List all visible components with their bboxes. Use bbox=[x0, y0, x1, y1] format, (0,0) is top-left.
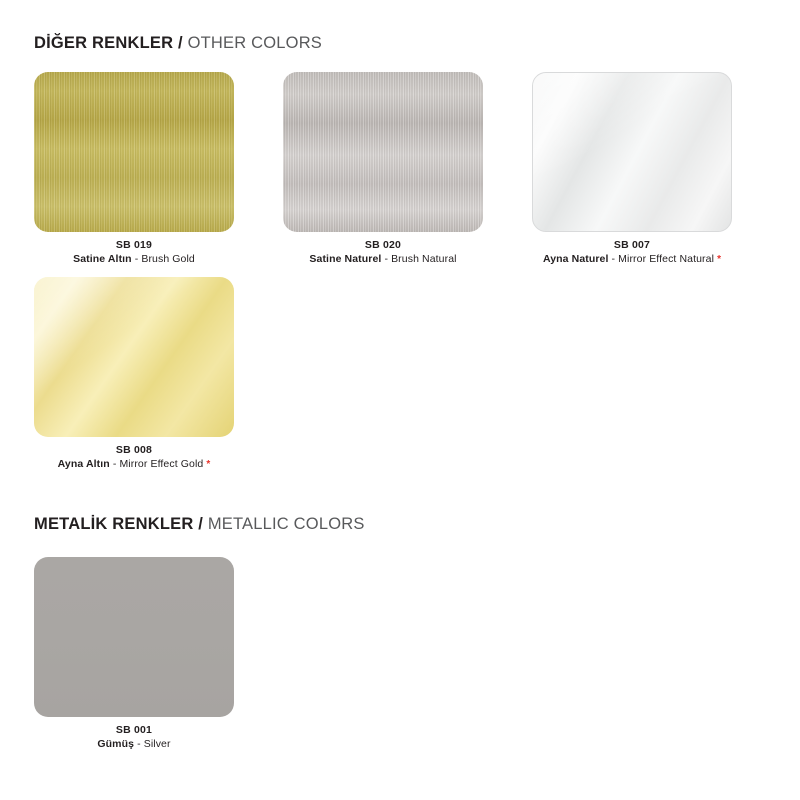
section-title-separator: / bbox=[178, 34, 183, 52]
swatch-name bbox=[34, 738, 234, 752]
section-title-separator: / bbox=[198, 515, 204, 533]
swatch-code: SB 008 bbox=[115, 444, 153, 456]
swatch-name-separator: - bbox=[134, 737, 144, 750]
section-title-en: METALLIC COLORS bbox=[207, 515, 365, 533]
swatch-block-sb-008[interactable] bbox=[34, 277, 234, 472]
swatch-block-sb-019[interactable] bbox=[34, 72, 234, 267]
swatch-sample-sb-001 bbox=[34, 557, 234, 717]
swatch-name-separator: - bbox=[608, 252, 619, 265]
swatch-name-tr: Gümüş bbox=[97, 737, 135, 750]
swatch-name-en: Mirror Effect Natural bbox=[618, 252, 715, 265]
swatch-name-en: Mirror Effect Gold bbox=[119, 457, 204, 470]
swatch-name bbox=[34, 253, 234, 267]
swatch-code: SB 001 bbox=[115, 724, 153, 736]
swatch-caption-sb-007 bbox=[532, 239, 732, 267]
swatch-asterisk: * bbox=[206, 458, 211, 470]
swatch-name-tr: Satine Naturel bbox=[309, 252, 382, 265]
swatch-name-separator: - bbox=[381, 252, 392, 265]
swatch-caption-sb-001 bbox=[34, 724, 234, 752]
section-heading-metallic-colors bbox=[34, 515, 365, 534]
swatch-name bbox=[283, 253, 483, 267]
swatch-sample-sb-019 bbox=[34, 72, 234, 232]
swatch-caption-sb-019 bbox=[34, 239, 234, 267]
swatch-name-tr: Ayna Naturel bbox=[542, 252, 609, 265]
swatch-sample-sb-020 bbox=[283, 72, 483, 232]
swatch-name-en: Brush Gold bbox=[141, 252, 195, 265]
swatch-code: SB 019 bbox=[115, 239, 153, 251]
swatch-asterisk: * bbox=[717, 253, 722, 265]
section-title-tr: METALİK RENKLER bbox=[34, 515, 194, 533]
swatch-code: SB 007 bbox=[613, 239, 651, 251]
swatch-name bbox=[34, 458, 234, 472]
swatch-block-sb-007[interactable] bbox=[532, 72, 732, 267]
swatch-sample-sb-008 bbox=[34, 277, 234, 437]
section-heading-other-colors bbox=[34, 34, 322, 53]
swatch-name-separator: - bbox=[109, 457, 120, 470]
swatch-sample-sb-007 bbox=[532, 72, 732, 232]
swatch-name bbox=[532, 253, 732, 267]
swatch-caption-sb-020 bbox=[283, 239, 483, 267]
section-title-tr: DİĞER RENKLER bbox=[34, 34, 174, 52]
swatch-name-tr: Ayna Altın bbox=[57, 457, 110, 470]
swatch-block-sb-001[interactable] bbox=[34, 557, 234, 752]
swatch-name-en: Brush Natural bbox=[391, 252, 457, 265]
swatch-name-tr: Satine Altın bbox=[73, 252, 132, 265]
section-title-en: OTHER COLORS bbox=[187, 34, 323, 52]
swatch-block-sb-020[interactable] bbox=[283, 72, 483, 267]
swatch-code: SB 020 bbox=[364, 239, 402, 251]
swatch-name-en: Silver bbox=[143, 737, 171, 750]
swatch-name-separator: - bbox=[131, 252, 142, 265]
swatch-caption-sb-008 bbox=[34, 444, 234, 472]
